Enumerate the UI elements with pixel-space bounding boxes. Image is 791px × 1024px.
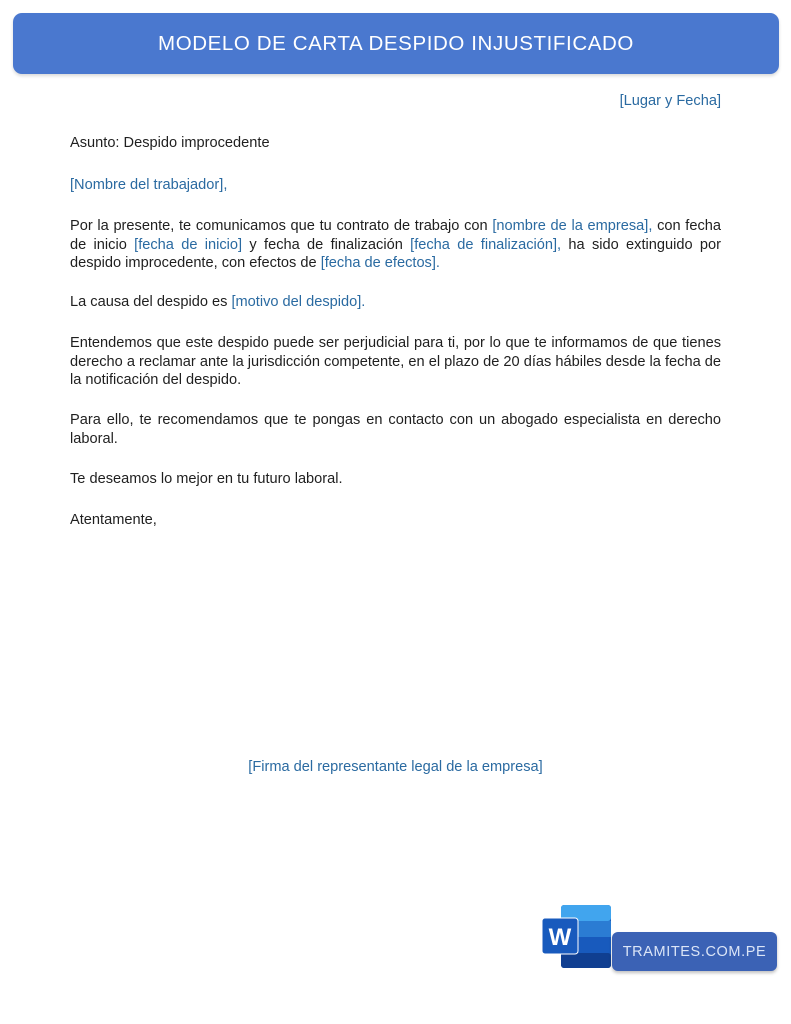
word-document-icon	[541, 903, 613, 970]
paragraph-contract	[70, 217, 721, 273]
paragraph-wishes: Te deseamos lo mejor en tu futuro laboral.	[70, 471, 343, 487]
text-segment: ha sido extinguido por despido improcedente, con efectos de	[70, 236, 722, 271]
subject-line: Asunto: Despido improcedente	[70, 135, 270, 151]
text-segment: y fecha de finalización	[242, 236, 411, 253]
brand-text: TRAMITES.COM.PE	[622, 943, 767, 960]
title-banner	[13, 13, 779, 74]
paragraph-rights: Entendemos que este despido puede ser perjudicial para ti, por lo que te informamos de que tienes derecho a reclamar ante la jurisdicción competente, en el plazo de 20 días hábiles desde la fecha de la notificación del despido.	[70, 335, 721, 388]
reason-placeholder: [motivo del despido].	[231, 294, 366, 310]
text-segment: Por la presente, te comunicamos que tu contrato de trabajo con	[70, 218, 493, 234]
paragraph-reason	[70, 293, 721, 312]
page-title: MODELO DE CARTA DESPIDO INJUSTIFICADO	[158, 31, 634, 55]
paragraph-lawyer: Para ello, te recomendamos que te pongas en contacto con un abogado especialista en derecho laboral.	[70, 412, 721, 447]
brand-badge	[612, 932, 777, 971]
start-date-placeholder: [fecha de inicio]	[134, 236, 243, 253]
place-date-placeholder: [Lugar y Fecha]	[619, 93, 721, 109]
text-segment: con fecha de inicio	[70, 218, 721, 253]
recipient-placeholder: [Nombre del trabajador],	[70, 177, 228, 193]
closing: Atentamente,	[70, 512, 157, 528]
word-logo-letter: W	[548, 924, 572, 951]
text-segment: La causa del despido es	[70, 294, 232, 310]
company-name-placeholder: [nombre de la empresa],	[492, 218, 653, 234]
signature-placeholder: [Firma del representante legal de la empresa]	[248, 759, 543, 775]
end-date-placeholder: [fecha de finalización],	[410, 236, 562, 253]
effect-date-placeholder: [fecha de efectos].	[320, 255, 440, 271]
